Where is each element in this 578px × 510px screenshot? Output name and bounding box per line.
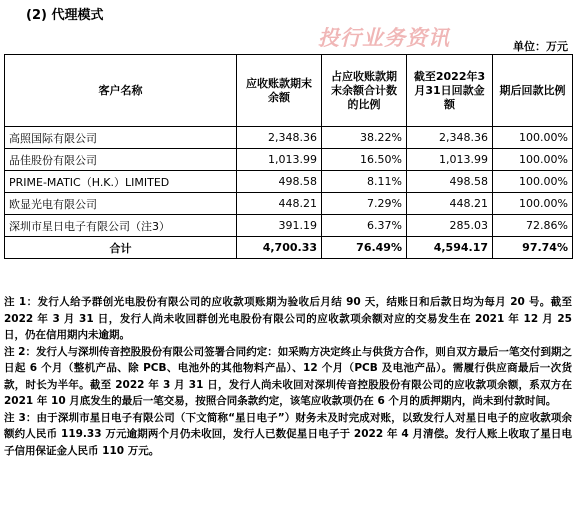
cell-customer: 高照国际有限公司 [5,127,237,149]
header-collection-ratio: 期后回款比例 [493,55,573,127]
cell-total-ratio: 76.49% [322,237,407,259]
cell-balance: 498.58 [237,171,322,193]
cell-collected: 498.58 [407,171,493,193]
cell-ratio: 16.50% [322,149,407,171]
cell-customer: 欧显光电有限公司 [5,193,237,215]
header-ending-balance: 应收账款期末余额 [237,55,322,127]
cell-ratio: 6.37% [322,215,407,237]
cell-balance: 391.19 [237,215,322,237]
watermark-text: 投行业务资讯 [318,26,450,50]
cell-ratio: 7.29% [322,193,407,215]
cell-collected: 285.03 [407,215,493,237]
cell-balance: 2,348.36 [237,127,322,149]
cell-total-balance: 4,700.33 [237,237,322,259]
cell-customer: PRIME-MATIC（H.K.）LIMITED [5,171,237,193]
table-total-row [5,237,573,259]
cell-ratio: 38.22% [322,127,407,149]
cell-collection-ratio: 100.00% [493,193,573,215]
table-row [5,127,573,149]
cell-balance: 448.21 [237,193,322,215]
cell-collected: 448.21 [407,193,493,215]
header-collected-amount: 截至2022年3月31日回款金额 [407,55,493,127]
section-title: (2) 代理模式 [26,8,104,23]
receivables-table [4,54,573,259]
table-row [5,193,573,215]
cell-collected: 2,348.36 [407,127,493,149]
table-row [5,171,573,193]
cell-balance: 1,013.99 [237,149,322,171]
cell-collection-ratio: 100.00% [493,149,573,171]
table-row [5,149,573,171]
table-header-row [5,55,573,127]
cell-ratio: 8.11% [322,171,407,193]
cell-total-label: 合计 [5,237,237,259]
table-row [5,215,573,237]
cell-total-collection-ratio: 97.74% [493,237,573,259]
cell-customer: 深圳市星日电子有限公司（注3） [5,215,237,237]
note-3: 注 3：由于深圳市星日电子有限公司（下文简称“星日电子”）财务未及时完成对账，以致发行人对星日电子的应收款项余额约人民币 119.33 万元逾期两个月仍未收回，发行人已数促星日电子于 2022 年 4 月清偿。发行人账上收取了星日电子信用保证金人民币 110 万元。 [4,411,572,457]
header-customer-name: 客户名称 [5,55,237,127]
notes-section [4,294,572,459]
unit-label: 单位：万元 [513,40,568,53]
note-2: 注 2：发行人与深圳传音控股股份有限公司签署合同约定：如采购方决定终止与供货方合作，则自双方最后一笔交付到期之日起 6 个月（整机产品、除 PCB、电池外的其他物料产品）、12 个月（PCB 及电池产品）。需履行供应商最后一次货款，时长为半年。截至 2022 年 3 月 31 日，发行人尚未收回对深圳传音控股股份有限公司的应收款项余额，系双方在 2021 年 10 月底发生的最后一笔交易，按照合同条款约定，该笔应收款项仍在 6 个月的质押期内，尚未到付款时间。 [4,345,572,407]
cell-collection-ratio: 100.00% [493,127,573,149]
cell-customer: 品佳股份有限公司 [5,149,237,171]
cell-collected: 1,013.99 [407,149,493,171]
cell-total-collected: 4,594.17 [407,237,493,259]
header-balance-ratio: 占应收账款期末余额合计数的比例 [322,55,407,127]
cell-collection-ratio: 72.86% [493,215,573,237]
note-1: 注 1：发行人给予群创光电股份有限公司的应收款项账期为验收后月结 90 天，结账日和后款日均为每月 20 号。截至 2022 年 3 月 31 日，发行人尚未收回群创光电股份有限公司的应收款项余额对应的交易发生在 2021 年 12 月 25 日，仍在信用期内未逾期。 [4,296,572,341]
cell-collection-ratio: 100.00% [493,171,573,193]
